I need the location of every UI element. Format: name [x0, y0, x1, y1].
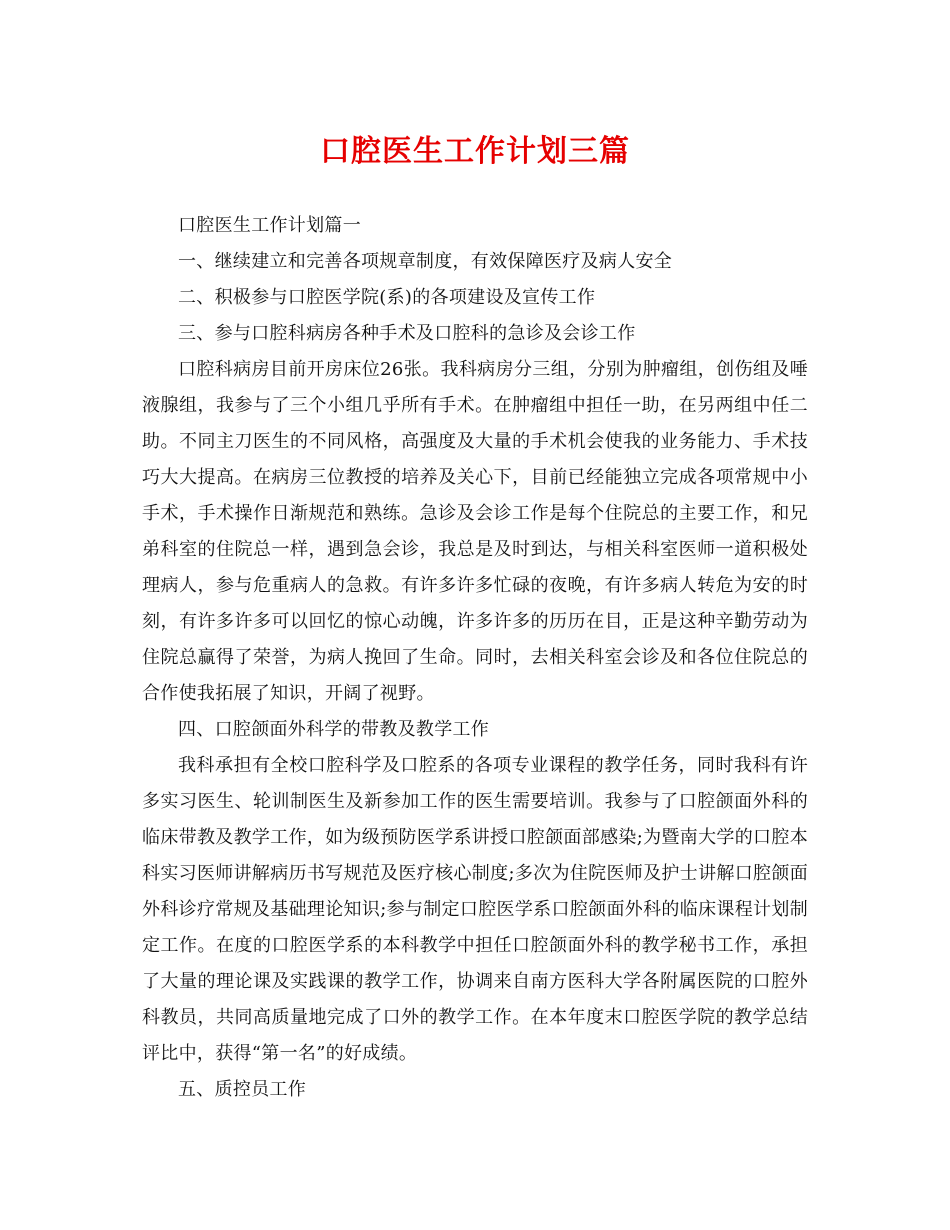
document-title: 口腔医生工作计划三篇 — [320, 134, 630, 169]
body-paragraph-ward-work: 口腔科病房目前开房床位26张。我科病房分三组，分别为肿瘤组，创伤组及唾液腺组，我参与了三个小组几乎所有手术。在肿瘤组中担任一助，在另两组中任二助。不同主刀医生的不同风格，高强度及大量的手术机会使我的业务能力、手术技巧大大提高。在病房三位教授的培养及关心下，目前已经能独立完成各项常规中小手术，手术操作日渐规范和熟练。急诊及会诊工作是每个住院总的主要工作，和兄弟科室的住院总一样，遇到急会诊，我总是及时到达，与相关科室医师一道积极处理病人，参与危重病人的急救。有许多许多忙碌的夜晚，有许多病人转危为安的时刻，有许多许多可以回忆的惊心动魄，许多许多的历历在目，正是这种辛勤劳动为住院总赢得了荣誉，为病人挽回了生命。同时，去相关科室会诊及和各位住院总的合作使我拓展了知识，开阔了视野。 — [142, 359, 808, 704]
item-heading-1: 一、继续建立和完善各项规章制度，有效保障医疗及病人安全 — [178, 251, 673, 272]
item-heading-4: 四、口腔颌面外科学的带教及教学工作 — [178, 719, 490, 740]
body-paragraph-teaching: 我科承担有全校口腔科学及口腔系的各项专业课程的教学任务，同时我科有许多实习医生、轮训制医生及新参加工作的医生需要培训。我参与了口腔颌面外科的临床带教及教学工作，如为级预防医学系讲授口腔颌面部感染;为暨南大学的口腔本科实习医师讲解病历书写规范及医疗核心制度;多次为住院医师及护士讲解口腔颌面外科诊疗常规及基础理论知识;参与制定口腔医学系口腔颌面外科的临床课程计划制定工作。在度的口腔医学系的本科教学中担任口腔颌面外科的教学秘书工作，承担了大量的理论课及实践课的教学工作，协调来自南方医科大学各附属医院的口腔外科教员，共同高质量地完成了口外的教学工作。在本年度末口腔医学院的教学总结评比中，获得“第一名”的好成绩。 — [142, 755, 808, 1064]
item-heading-5: 五、质控员工作 — [178, 1079, 307, 1100]
item-heading-3: 三、参与口腔科病房各种手术及口腔科的急诊及会诊工作 — [178, 323, 636, 344]
section-heading-part-one: 口腔医生工作计划篇一 — [178, 215, 361, 236]
item-heading-2: 二、积极参与口腔医学院(系)的各项建设及宣传工作 — [178, 287, 596, 308]
document-body — [142, 208, 808, 1108]
